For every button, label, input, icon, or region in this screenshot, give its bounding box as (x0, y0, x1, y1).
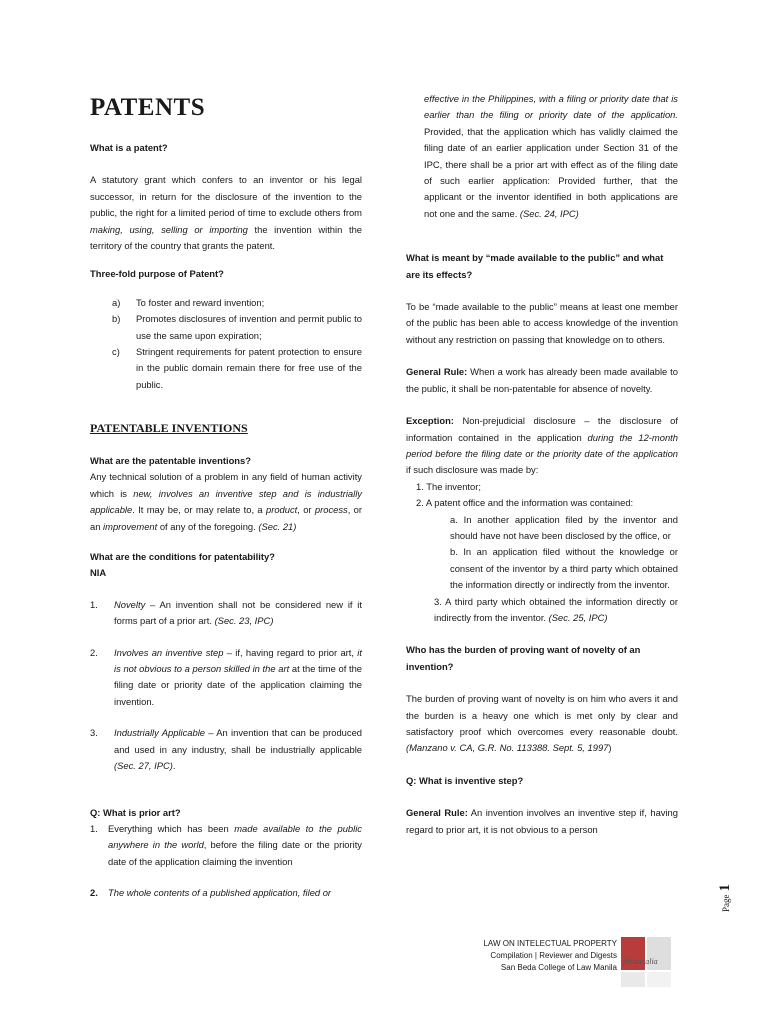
exception-list (406, 479, 678, 627)
question-burden: Who has the burden of proving want of novelty of an invention? (406, 644, 641, 672)
list-item: a. In another application filed by the inventor and should have not have been disclosed by the office, or (450, 513, 678, 541)
list-item: a) To foster and reward invention; (112, 296, 265, 308)
footer-line: LAW ON INTELECTUAL PROPERTY (483, 939, 617, 948)
list-item: b) Promotes disclosures of invention and permit public to use the same upon expiration; (112, 313, 362, 341)
question-what-is-patent: What is a patent? (90, 142, 168, 153)
purpose-list (90, 295, 362, 393)
made-available-definition: To be “made available to the public” means at least one member of the public has been able to access knowledge of the invention without any restriction on passing that knowledge on to others. (406, 301, 678, 345)
page-number-value: 1 (717, 884, 733, 892)
condition-item: 1. Novelty – An invention shall not be considered new if it forms part of a prior art. (Sec. 23, IPC) (90, 598, 362, 627)
page-number (716, 884, 734, 912)
footer-line: San Beda College of Law Manila (500, 963, 617, 972)
logo (621, 937, 671, 987)
general-rule: General Rule: When a work has already been made available to the public, it shall be non-patentable for absence of novelty. (406, 366, 678, 394)
left-column-top (90, 140, 362, 393)
patent-definition: A statutory grant which confers to an inventor or his legal successor, in return for the disclosure of the invention to the public, the right for a limited period of time to exclude others from making, using, selling or importing the invention within the territory of the country that grants the patent. (90, 174, 362, 252)
question-patentable: What are the patentable inventions? (90, 455, 251, 466)
list-item: b. In an application filed without the knowledge or consent of the inventor by a third party which obtained the information directly or indirectly from the inventor. (450, 546, 678, 591)
left-column-bottom (90, 453, 362, 902)
page-title: PATENTS (90, 94, 206, 121)
patentable-definition: Any technical solution of a problem in any field of human activity which is new, involves an inventive step and is industrially applicable. It may be, or may relate to, a product, or process, or an improvement of any of the foregoing. (Sec. 21) (90, 471, 362, 532)
prior-art-continued: effective in the Philippines, with a filing or priority date that is earlier than the filing or priority date of the application. Provided, that the application which has validly claimed the filing date of an earlier application under Section 31 of the IPC, there shall be a prior art with effect as of the filing date of such earlier application: Provided further, that the applicant or the inventor identified in both applications are not one and the same. (Sec. 24, IPC) (424, 93, 678, 219)
question-inventive-step: Q: What is inventive step? (406, 774, 524, 786)
nia-label: NIA (90, 567, 107, 579)
logo-signature: jdrasicalia (623, 957, 658, 966)
list-item: 2. A patent office and the information was contained: (416, 497, 634, 509)
footer-line: Compilation | Reviewer and Digests (490, 951, 617, 960)
list-item: 1. The inventor; (416, 480, 481, 492)
prior-art-item: 1. Everything which has been made available to the public anywhere in the world, before the filing date or the priority date of the application claiming the invention (90, 822, 362, 867)
right-column (406, 91, 678, 838)
footer (445, 938, 617, 974)
page-label: Page (721, 894, 731, 912)
list-item: 3. A third party which obtained the information directly or indirectly from the inventor. (Sec. 25, IPC) (434, 595, 678, 623)
burden-answer: The burden of proving want of novelty is on him who avers it and the burden is a heavy one which is met only by clear and satisfactory proof which overcomes every reasonable doubt. (Manzano v. CA, G.R. No. 113388. Sept. 5, 1997) (406, 693, 678, 754)
question-conditions: What are the conditions for patentability? (90, 551, 275, 563)
question-prior-art: Q: What is prior art? (90, 806, 181, 818)
question-made-available: What is meant by “made available to the public” and what are its effects? (406, 252, 664, 280)
inventive-step-rule: General Rule: An invention involves an inventive step if, having regard to prior art, it is not obvious to a person (406, 807, 678, 835)
list-item: c) Stringent requirements for patent protection to ensure in the public domain remain there for free use of the public. (112, 346, 362, 390)
prior-art-item: 2. The whole contents of a published application, filed or (90, 887, 332, 899)
section-heading: PATENTABLE INVENTIONS (90, 421, 248, 435)
condition-item: 2. Involves an inventive step – if, having regard to prior art, it is not obvious to a person skilled in the art at the time of the filing date or priority date of the application claiming the invention. (90, 646, 363, 707)
exception: Exception: Non-prejudicial disclosure – the disclosure of information contained in the application during the 12-month period before the filing date or the priority date of the application if such disclosure was made by: (406, 415, 678, 476)
condition-item: 3. Industrially Applicable – An invention that can be produced and used in any industry, shall be industrially applicable (Sec. 27, IPC). (90, 727, 362, 772)
question-threefold: Three-fold purpose of Patent? (90, 268, 224, 280)
